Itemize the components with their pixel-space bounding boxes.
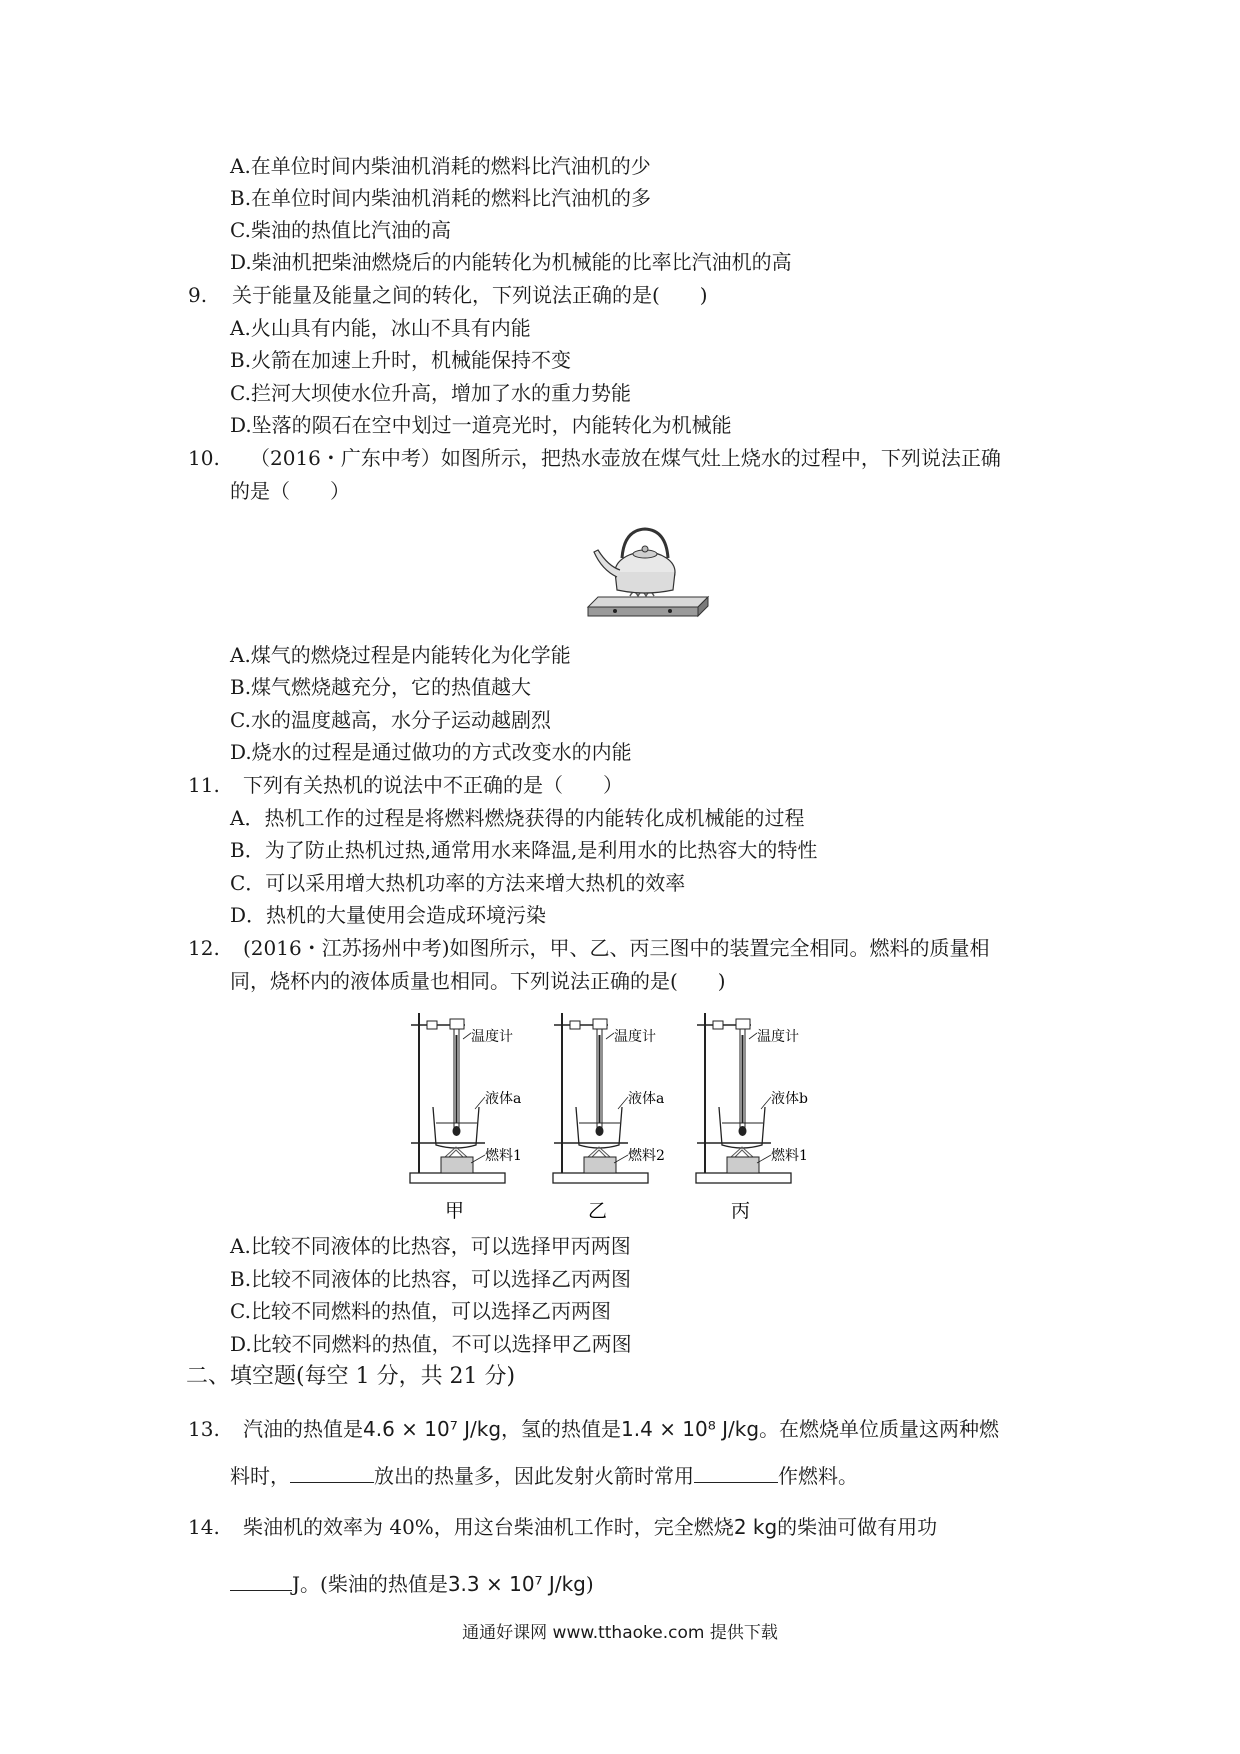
- q8-option-d: D.柴油机把柴油燃烧后的内能转化为机械能的比率比汽油机的高: [230, 250, 792, 274]
- q14-blank-1[interactable]: [230, 1572, 292, 1591]
- q10-number: 10.: [188, 446, 220, 470]
- thermo-label-bing: 温度计: [757, 1029, 799, 1045]
- q8-option-c: C.柴油的热值比汽油的高: [230, 218, 451, 242]
- apparatus-yi: [553, 1013, 665, 1222]
- q14-number: 14.: [188, 1515, 220, 1539]
- q9-option-d: D.坠落的陨石在空中划过一道亮光时，内能转化为机械能: [230, 413, 732, 437]
- q11-stem: 下列有关热机的说法中不正确的是（ ）: [243, 773, 623, 797]
- q10-option-a: A.煤气的燃烧过程是内能转化为化学能: [230, 643, 571, 667]
- q14-text-4: ): [585, 1572, 594, 1596]
- page-footer: 通通好课网 www.tthaoke.com 提供下载: [462, 1623, 778, 1643]
- q9-option-a: A.火山具有内能，冰山不具有内能: [230, 316, 531, 340]
- q12-option-c: C.比较不同燃料的热值，可以选择乙丙两图: [230, 1299, 611, 1323]
- q12-stem-line1: (2016・江苏扬州中考)如图所示，甲、乙、丙三图中的装置完全相同。燃料的质量相: [243, 936, 990, 960]
- q13-hydrogen-value: 1.4 × 10⁸ J/kg: [621, 1417, 760, 1441]
- thermo-label-jia: 温度计: [471, 1029, 513, 1045]
- q13-text-4: 料时，: [230, 1464, 290, 1488]
- caption-yi: 乙: [588, 1200, 608, 1222]
- q13-text-3: 。在燃烧单位质量这两种燃: [759, 1417, 1000, 1441]
- q13-line2: [230, 1464, 858, 1488]
- q14-text-2: 的柴油可做有用功: [777, 1515, 938, 1539]
- q13-text-1: 汽油的热值是: [243, 1417, 363, 1441]
- thermo-label-yi: 温度计: [614, 1029, 656, 1045]
- fuel-label-jia: 燃料1: [485, 1148, 522, 1164]
- q13-blank-1[interactable]: [290, 1464, 374, 1483]
- q13-line1: [243, 1417, 999, 1441]
- q9-stem: 关于能量及能量之间的转化，下列说法正确的是( ): [232, 283, 708, 307]
- q8-option-a: A.在单位时间内柴油机消耗的燃料比汽油机的少: [230, 154, 651, 178]
- q13-blank-2[interactable]: [694, 1464, 778, 1483]
- q9-option-b: B.火箭在加速上升时，机械能保持不变: [230, 348, 572, 372]
- fuel-label-bing: 燃料1: [771, 1148, 808, 1164]
- apparatus-bing: [696, 1013, 808, 1222]
- q12-option-b: B.比较不同液体的比热容，可以选择乙丙两图: [230, 1267, 632, 1291]
- caption-bing: 丙: [731, 1200, 751, 1222]
- q14-heat-value: 3.3 × 10⁷ J/kg: [447, 1572, 586, 1596]
- q10-option-c: C.水的温度越高，水分子运动越剧烈: [230, 708, 551, 732]
- q13-text-5: 放出的热量多，因此发射火箭时常用: [374, 1464, 694, 1488]
- q10-stem-line1: （2016・广东中考）如图所示，把热水壶放在煤气灶上烧水的过程中，下列说法正确: [250, 446, 1001, 470]
- apparatus-jia: [410, 1013, 522, 1222]
- fuel-label-yi: 燃料2: [628, 1148, 665, 1164]
- q11-option-b: B．为了防止热机过热,通常用水来降温,是利用水的比热容大的特性: [230, 838, 818, 862]
- q9-option-c: C.拦河大坝使水位升高，增加了水的重力势能: [230, 381, 631, 405]
- q13-text-6: 作燃料。: [778, 1464, 858, 1488]
- q10-option-b: B.煤气燃烧越充分，它的热值越大: [230, 675, 532, 699]
- q10-stem-line2: 的是（ ）: [230, 479, 350, 503]
- apparatus-figure: [405, 1005, 845, 1225]
- q14-line2: [230, 1572, 594, 1596]
- q11-number: 11.: [188, 773, 220, 797]
- liquid-label-yi: 液体a: [628, 1091, 665, 1107]
- liquid-label-bing: 液体b: [771, 1091, 808, 1107]
- q11-option-d: D．热机的大量使用会造成环境污染: [230, 903, 547, 927]
- q14-mass-value: 2 kg: [733, 1515, 778, 1539]
- q13-text-2: ，氢的热值是: [501, 1417, 622, 1441]
- q13-gasoline-value: 4.6 × 10⁷ J/kg: [363, 1417, 502, 1441]
- q14-text-3: J。(柴油的热值是: [292, 1572, 448, 1596]
- q14-text-1: 柴油机的效率为 40%，用这台柴油机工作时，完全燃烧: [243, 1515, 734, 1539]
- q13-number: 13.: [188, 1417, 220, 1441]
- q14-line1: [243, 1515, 937, 1539]
- q11-option-a: A．热机工作的过程是将燃料燃烧获得的内能转化成机械能的过程: [230, 806, 805, 830]
- section-fill-in-heading: 二、填空题(每空 1 分，共 21 分): [186, 1364, 516, 1389]
- q12-option-d: D.比较不同燃料的热值，不可以选择甲乙两图: [230, 1332, 632, 1356]
- liquid-label-jia: 液体a: [485, 1091, 522, 1107]
- kettle-figure: [580, 522, 710, 627]
- q10-option-d: D.烧水的过程是通过做功的方式改变水的内能: [230, 740, 632, 764]
- caption-jia: 甲: [445, 1200, 465, 1222]
- q9-number: 9.: [188, 283, 208, 307]
- q12-number: 12.: [188, 936, 220, 960]
- q12-option-a: A.比较不同液体的比热容，可以选择甲丙两图: [230, 1234, 631, 1258]
- q11-option-c: C．可以采用增大热机功率的方法来增大热机的效率: [230, 871, 686, 895]
- q8-option-b: B.在单位时间内柴油机消耗的燃料比汽油机的多: [230, 186, 652, 210]
- q12-stem-line2: 同，烧杯内的液体质量也相同。下列说法正确的是( ): [230, 969, 726, 993]
